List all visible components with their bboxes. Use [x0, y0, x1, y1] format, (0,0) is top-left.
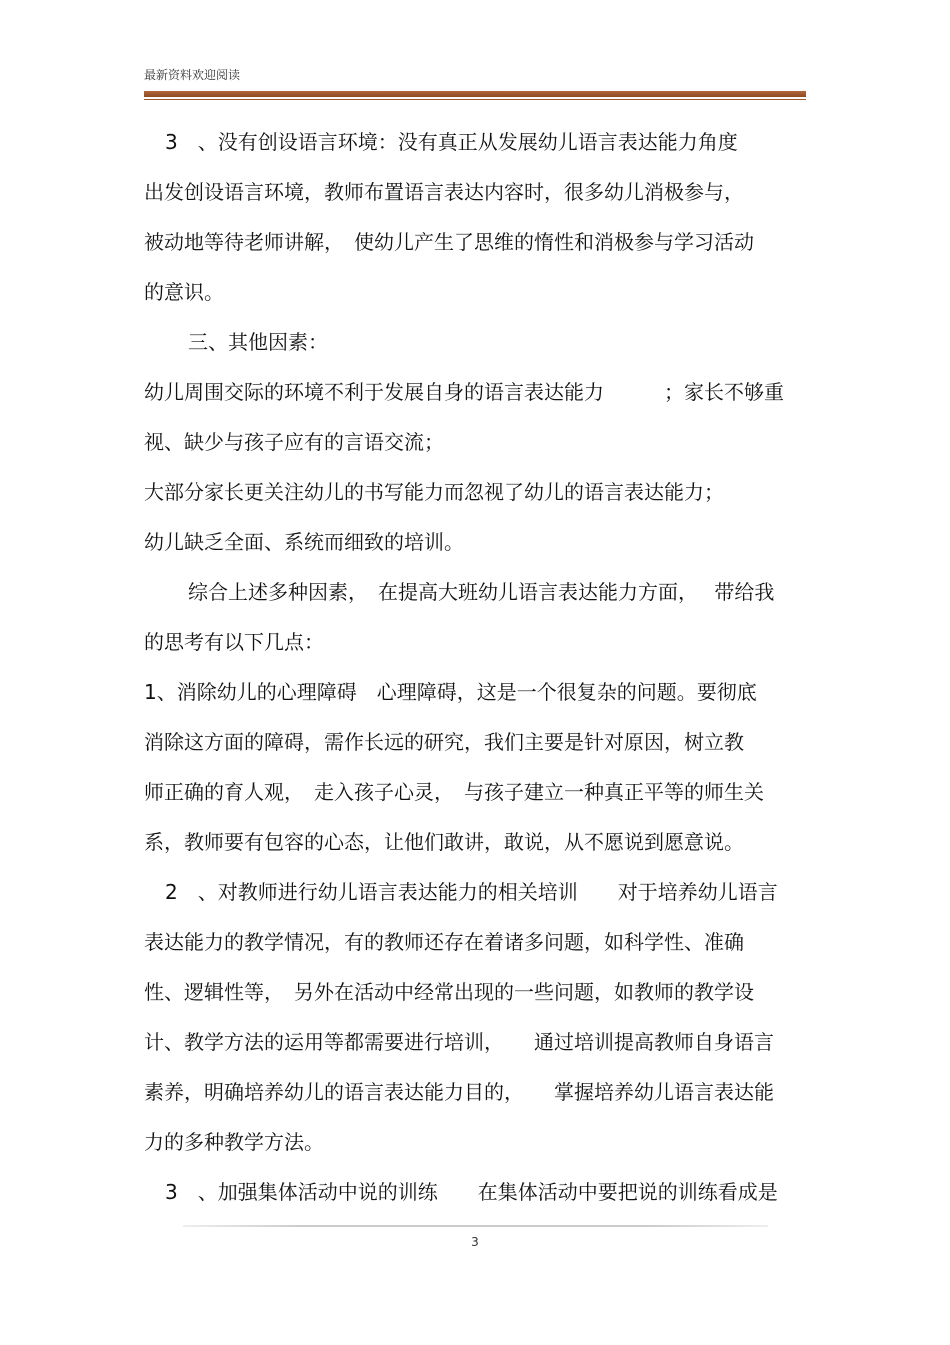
header-rule-thin — [144, 99, 806, 100]
page-header: 最新资料欢迎阅读 — [144, 68, 241, 82]
text-line: 视、缺少与孩子应有的言语交流； — [144, 430, 444, 454]
text-line: 系，教师要有包容的心态，让他们敢讲，敢说，从不愿说到愿意说。 — [144, 830, 744, 854]
text-line: 力的多种教学方法。 — [144, 1130, 324, 1154]
section-heading: 三、其他因素： — [188, 330, 328, 354]
text-line: 的思考有以下几点： — [144, 630, 324, 654]
text-line: 表达能力的教学情况，有的教师还存在着诸多问题，如科学性、准确 — [144, 930, 744, 954]
text-line: 消除这方面的障碍，需作长远的研究，我们主要是针对原因，树立教 — [144, 730, 744, 754]
text-line: 大部分家长更关注幼儿的书写能力而忽视了幼儿的语言表达能力； — [144, 480, 724, 504]
text-line: 幼儿缺乏全面、系统而细致的培训。 — [144, 530, 464, 554]
text-line: 综合上述多种因素， 在提高大班幼儿语言表达能力方面， 带给我 — [188, 580, 775, 604]
text-line: 素养，明确培养幼儿的语言表达能力目的， 掌握培养幼儿语言表达能 — [144, 1080, 774, 1104]
text-line: 2 、对教师进行幼儿语言表达能力的相关培训 对于培养幼儿语言 — [165, 880, 778, 904]
text-line: 出发创设语言环境，教师布置语言表达内容时，很多幼儿消极参与， — [144, 180, 744, 204]
text-line: 被动地等待老师讲解， 使幼儿产生了思维的惰性和消极参与学习活动 — [144, 230, 754, 254]
footer-rule — [183, 1225, 768, 1227]
text-line: 3 、加强集体活动中说的训练 在集体活动中要把说的训练看成是 — [165, 1180, 778, 1204]
text-line: 1、消除幼儿的心理障碍 心理障碍，这是一个很复杂的问题。要彻底 — [144, 680, 757, 704]
text-line: 性、逻辑性等， 另外在活动中经常出现的一些问题，如教师的教学设 — [144, 980, 754, 1004]
text-line: 师正确的育人观， 走入孩子心灵， 与孩子建立一种真正平等的师生关 — [144, 780, 764, 804]
text-line: 的意识。 — [144, 280, 224, 304]
page-number: 3 — [471, 1235, 479, 1249]
header-rule-thick — [144, 91, 806, 97]
text-line: 3 、没有创设语言环境：没有真正从发展幼儿语言表达能力角度 — [165, 130, 738, 154]
text-line: 幼儿周围交际的环境不利于发展自身的语言表达能力 ；家长不够重 — [144, 380, 784, 404]
text-line: 计、教学方法的运用等都需要进行培训， 通过培训提高教师自身语言 — [144, 1030, 774, 1054]
